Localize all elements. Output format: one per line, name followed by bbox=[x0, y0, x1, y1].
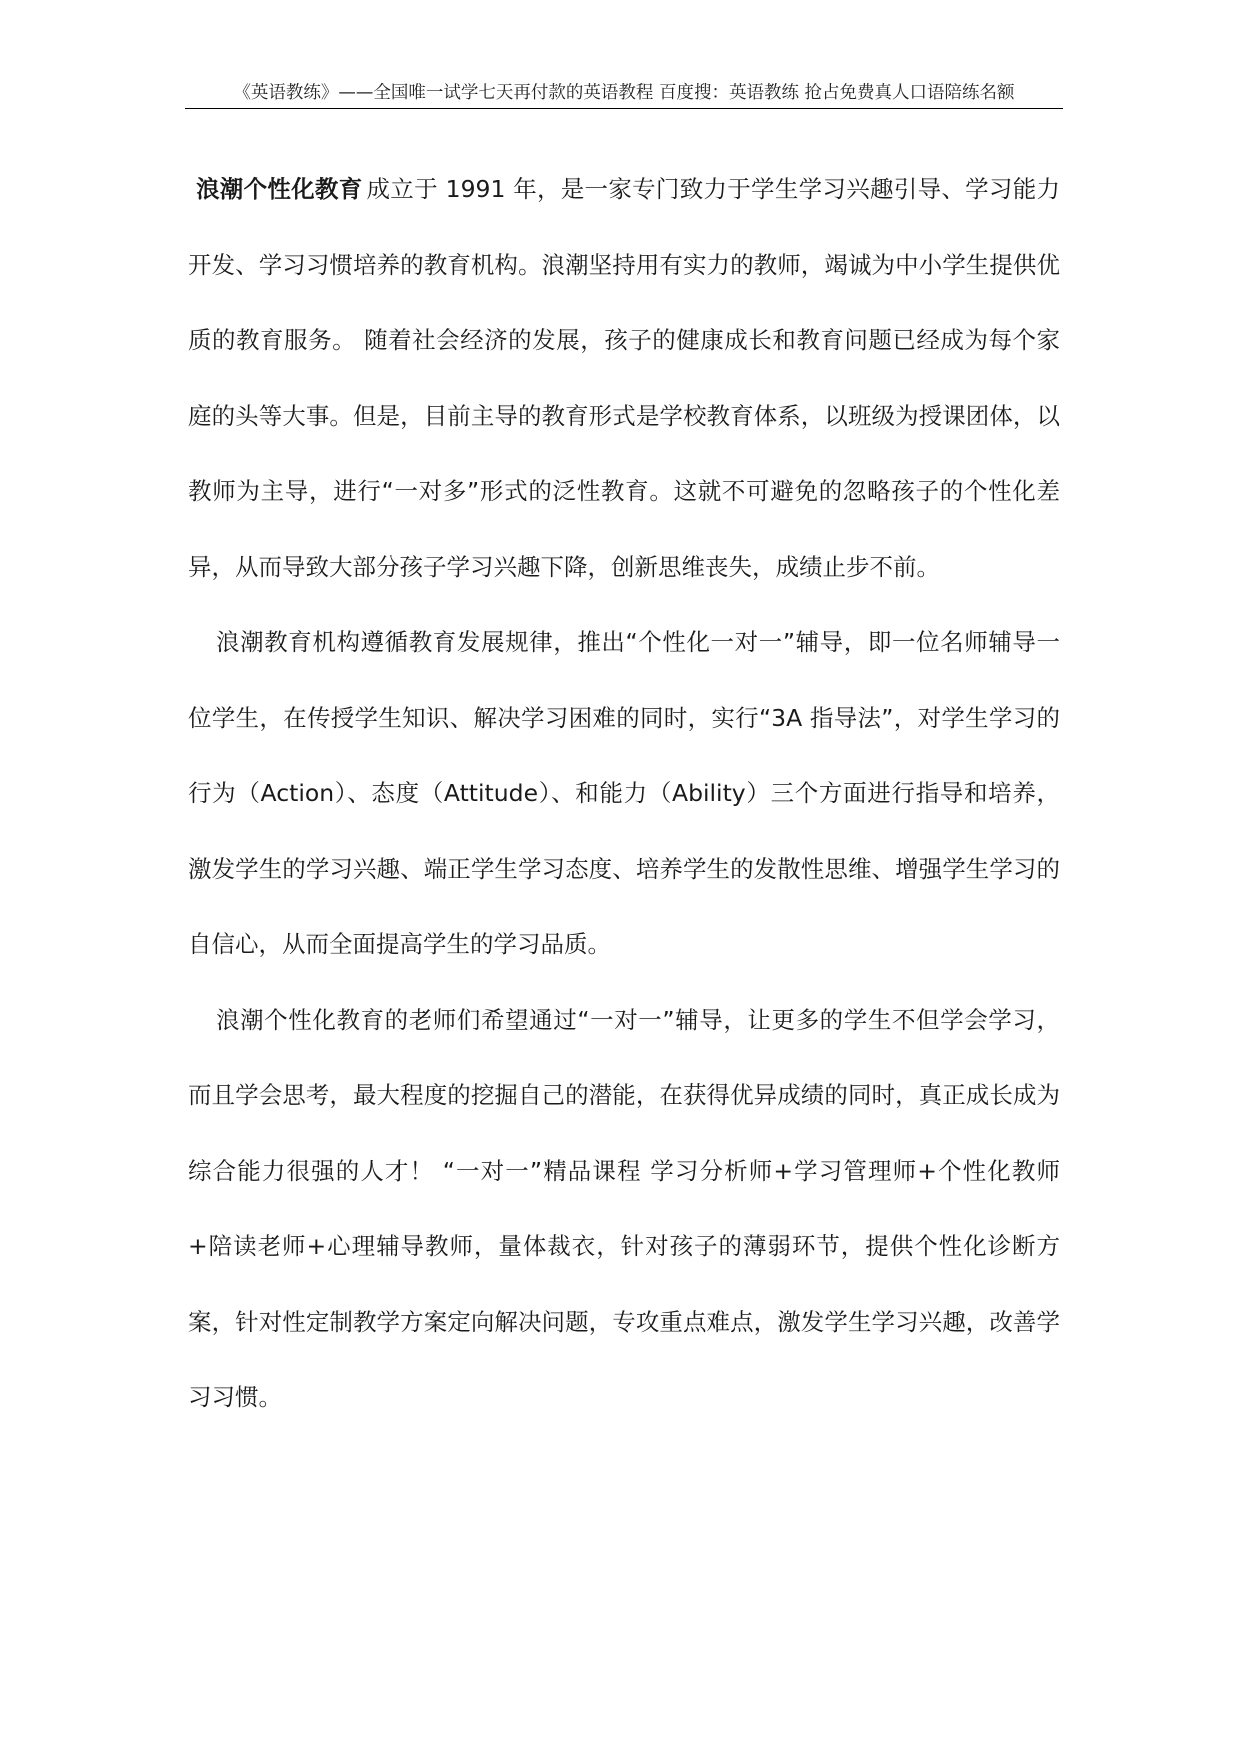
paragraph-3: 浪潮个性化教育的老师们希望通过“一对一”辅导，让更多的学生不但学会学习，而且学会思考，最大程度的挖掘自己的潜能，在获得优异成绩的同时，真正成长成为综合能力很强的人才！ “一对一”精品课程 学习分析师+学习管理师+个性化教师+陪读老师+心理辅导教师，量体裁衣，针对孩子的薄弱环节，提供个性化诊断方案，针对性定制教学方案定向解决问题，专攻重点难点，激发学生学习兴趣，改善学习习惯。 bbox=[188, 1005, 1060, 1411]
page-header: 《英语教练》——全国唯一试学七天再付款的英语教程 百度搜：英语教练 抢占免费真人口语陪练名额 bbox=[233, 83, 1015, 103]
paragraph-1 bbox=[188, 152, 1060, 605]
document-body bbox=[188, 152, 1060, 1436]
paragraph-1-lead: 浪潮个性化教育 bbox=[196, 175, 363, 203]
paragraph-2: 浪潮教育机构遵循教育发展规律，推出“个性化一对一”辅导，即一位名师辅导一位学生，在传授学生知识、解决学习困难的同时，实行“3A 指导法”，对学生学习的行为（Action）、态度（Attitude）、和能力（Ability）三个方面进行指导和培养，激发学生的学习兴趣、端正学生学习态度、培养学生的发散性思维、增强学生学习的自信心，从而全面提高学生的学习品质。 bbox=[188, 628, 1060, 958]
header-divider bbox=[185, 108, 1063, 109]
paragraph-1-text: 成立于 1991 年，是一家专门致力于学生学习兴趣引导、学习能力开发、学习习惯培养的教育机构。浪潮坚持用有实力的教师，竭诚为中小学生提供优质的教育服务。 随着社会经济的发展，孩子的健康成长和教育问题已经成为每个家庭的头等大事。但是，目前主导的教育形式是学校教育体系，以班级为授课团体，以教师为主导，进行“一对多”形式的泛性教育。这就不可避免的忽略孩子的个性化差异，从而导致大部分孩子学习兴趣下降，创新思维丧失，成绩止步不前。 bbox=[188, 175, 1061, 581]
